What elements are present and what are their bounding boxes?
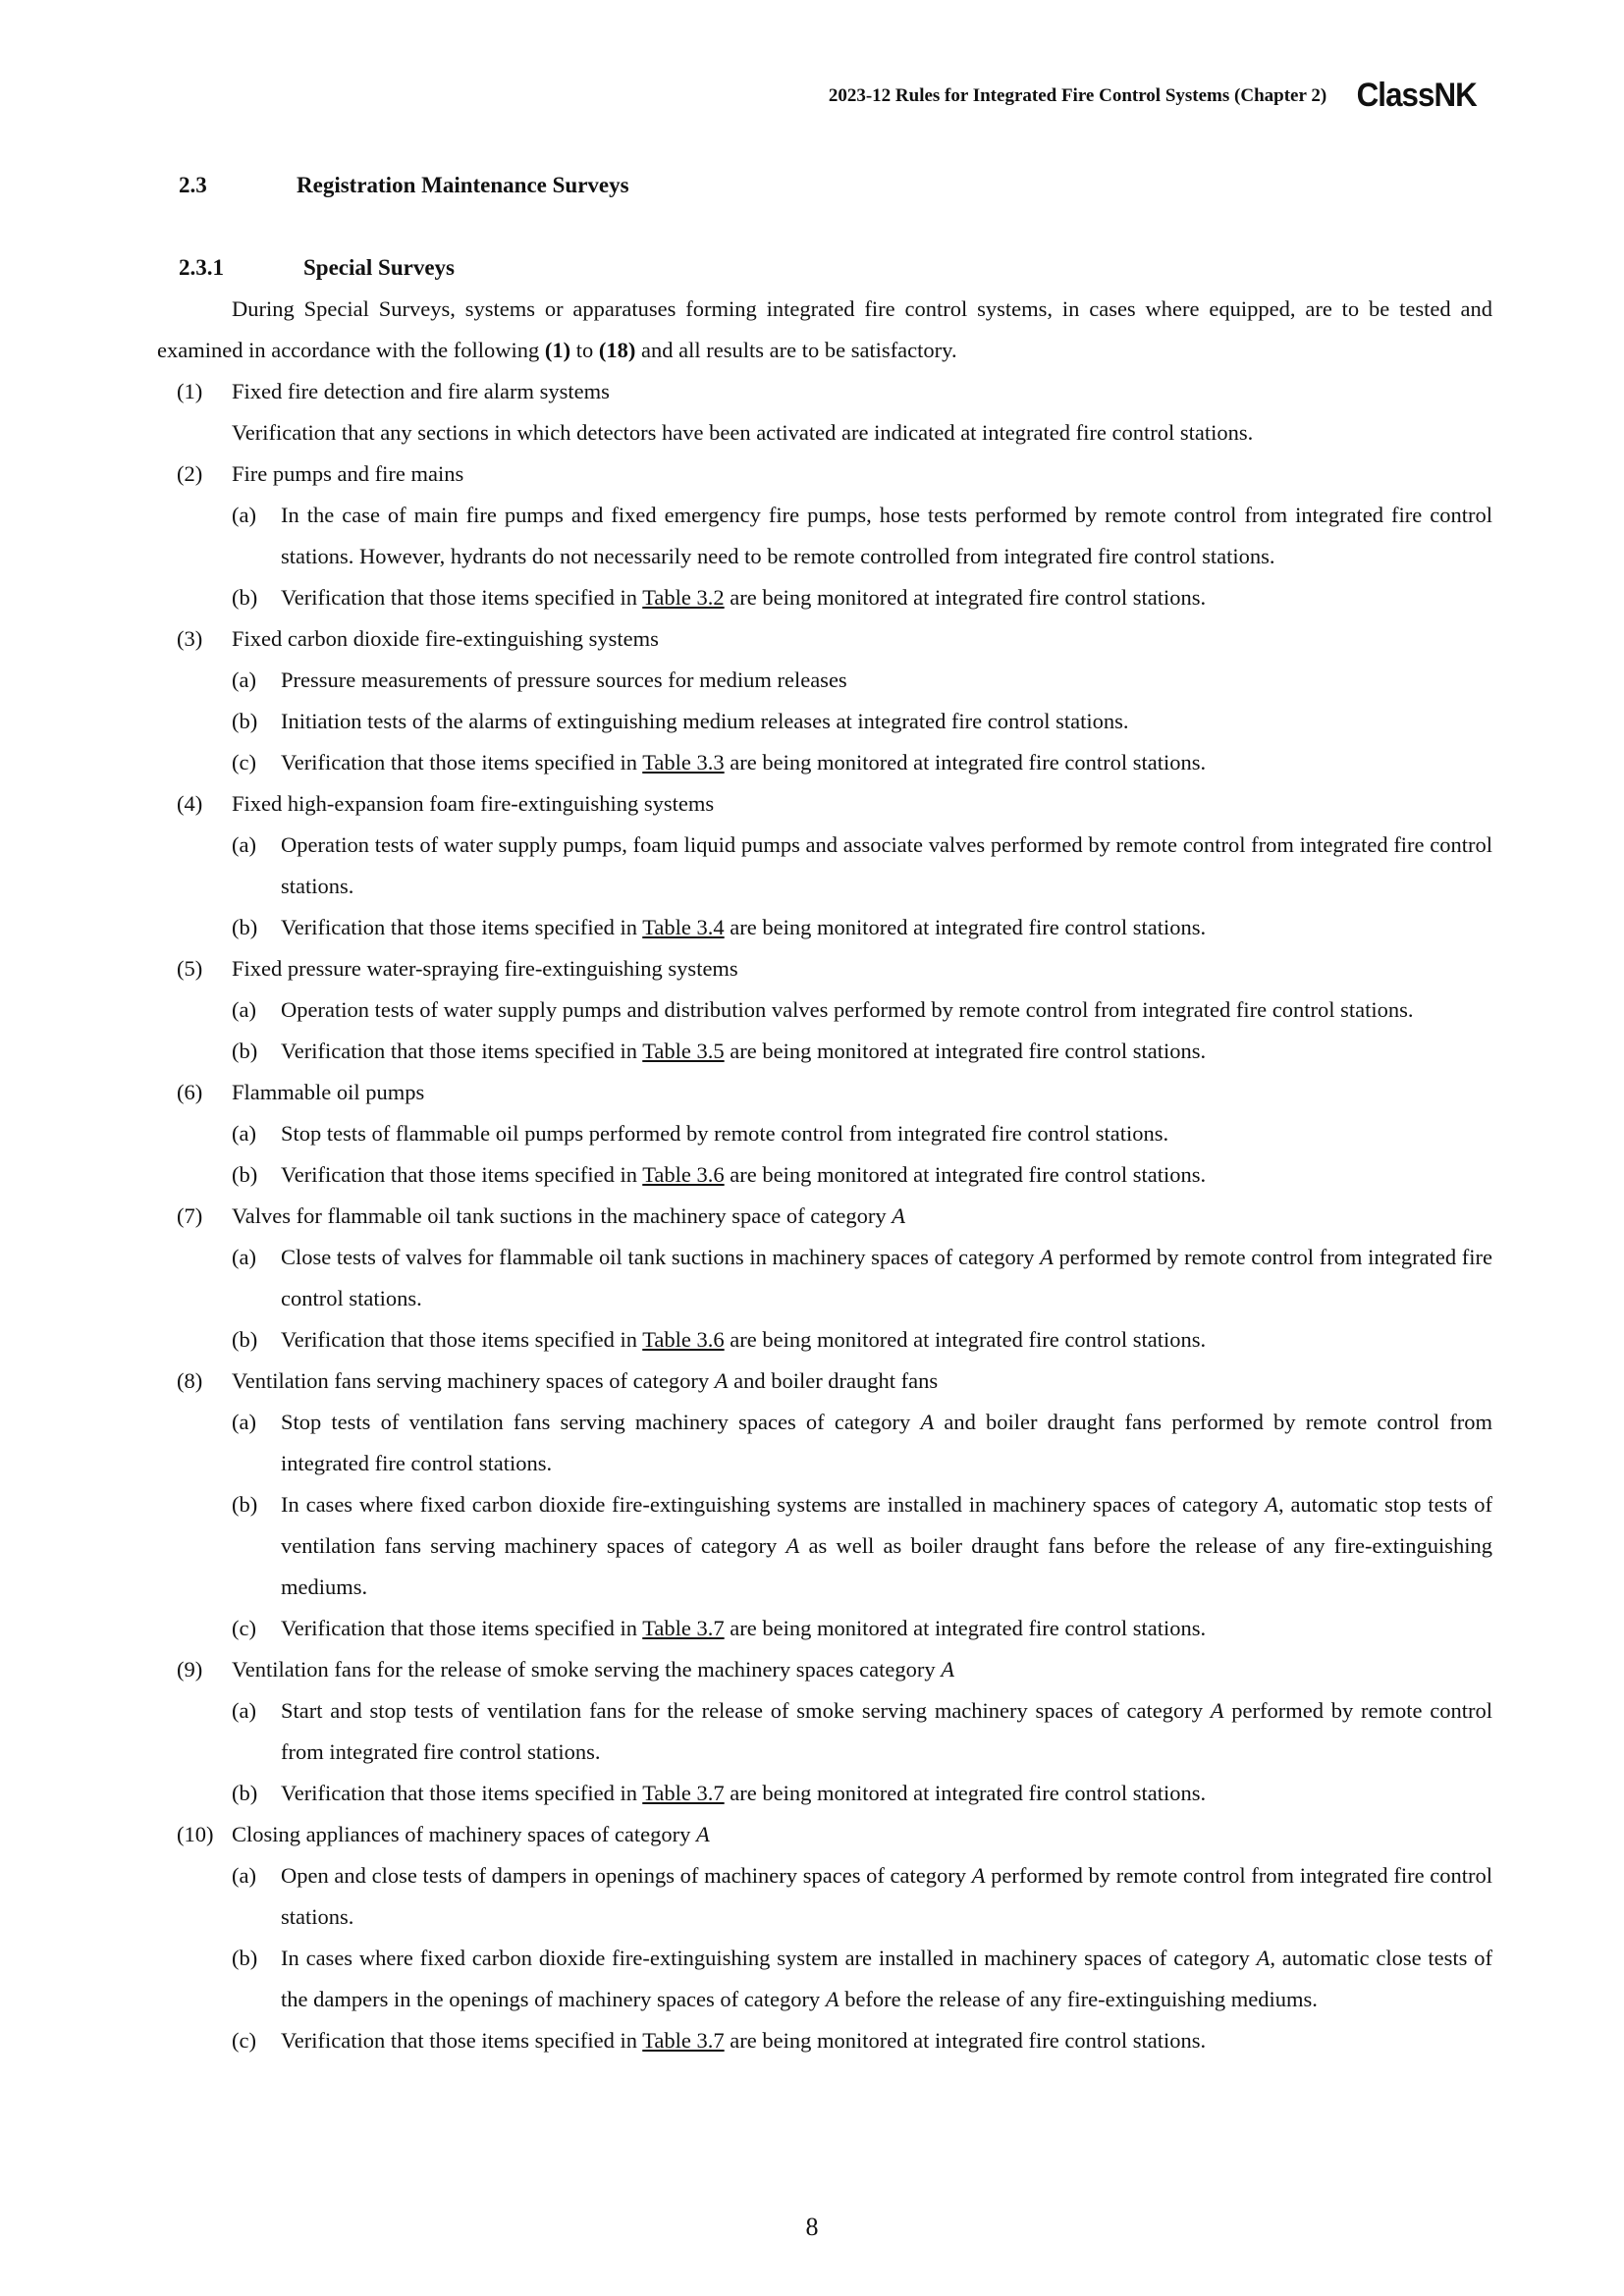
list-subitem: (b) Verification that those items specified in Table 3.4 are being monitored at integrated fire control stations. bbox=[232, 915, 1207, 939]
list-subitem: (a) Close tests of valves for flammable oil tank suctions in machinery spaces of category A performed by remote control from integrated fire control stations. bbox=[232, 1245, 1492, 1310]
page-number: 8 bbox=[805, 2213, 819, 2241]
list-item-2: (2) Fire pumps and fire mains bbox=[177, 461, 464, 486]
list-subitem: (a) Pressure measurements of pressure sources for medium releases bbox=[232, 667, 847, 692]
list-subitem: (b) Initiation tests of the alarms of extinguishing medium releases at integrated fire control stations. bbox=[232, 709, 1129, 733]
list-subitem: (b) Verification that those items specified in Table 3.7 are being monitored at integrated fire control stations. bbox=[232, 1781, 1207, 1805]
list-subitem: (b) In cases where fixed carbon dioxide fire-extinguishing system are installed in machinery spaces of category A, automatic close tests of the dampers in the openings of machinery spaces of category A before the release of any fire-extinguishing mediums. bbox=[232, 1946, 1492, 2011]
section-title: Registration Maintenance Surveys bbox=[297, 173, 629, 197]
document-body bbox=[157, 165, 1492, 2061]
table-reference-link[interactable]: Table 3.4 bbox=[642, 915, 725, 939]
intro-paragraph: During Special Surveys, systems or apparatuses forming integrated fire control systems, in cases where equipped, are to be tested and examined in accordance with the following (1) to (18) and all results are to be satisfactory. bbox=[157, 296, 1492, 362]
list-subitem: (b) Verification that those items specified in Table 3.5 are being monitored at integrated fire control stations. bbox=[232, 1039, 1207, 1063]
list-subitem: (b) In cases where fixed carbon dioxide fire-extinguishing systems are installed in machinery spaces of category A, automatic stop tests of ventilation fans serving machinery spaces of category A as well as boiler draught fans before the release of any fire-extinguishing mediums. bbox=[232, 1492, 1492, 1599]
list-subitem: (a) Start and stop tests of ventilation fans for the release of smoke serving machinery spaces of category A performed by remote control from integrated fire control stations. bbox=[232, 1698, 1493, 1764]
classnk-logo: ClassNK bbox=[1356, 77, 1477, 114]
table-reference-link[interactable]: Table 3.7 bbox=[642, 2028, 725, 2053]
list-subitem: (a) Stop tests of flammable oil pumps performed by remote control from integrated fire control stations. bbox=[232, 1121, 1169, 1146]
subsection-heading bbox=[157, 247, 1492, 289]
list-item-7: (7) Valves for flammable oil tank suctions in the machinery space of category A bbox=[177, 1203, 906, 1228]
list-subitem: (a) In the case of main fire pumps and fixed emergency fire pumps, hose tests performed by remote control from integrated fire control stations. However, hydrants do not necessarily need to be remote controlled from integrated fire control stations. bbox=[232, 503, 1492, 568]
table-reference-link[interactable]: Table 3.6 bbox=[642, 1162, 725, 1187]
list-subitem: (b) Verification that those items specified in Table 3.6 are being monitored at integrated fire control stations. bbox=[232, 1327, 1207, 1352]
page-header bbox=[829, 77, 1477, 115]
list-item-10: (10) Closing appliances of machinery spaces of category A bbox=[177, 1822, 710, 1846]
list-subitem: (c) Verification that those items specified in Table 3.7 are being monitored at integrated fire control stations. bbox=[232, 1616, 1207, 1640]
table-reference-link[interactable]: Table 3.2 bbox=[642, 585, 725, 610]
list-subitem: (b) Verification that those items specified in Table 3.2 are being monitored at integrated fire control stations. bbox=[232, 585, 1207, 610]
list-subitem: (a) Operation tests of water supply pumps and distribution valves performed by remote control from integrated fire control stations. bbox=[232, 997, 1414, 1022]
list-item-1: (1) Fixed fire detection and fire alarm systems bbox=[177, 379, 610, 403]
table-reference-link[interactable]: Table 3.3 bbox=[642, 750, 725, 774]
table-reference-link[interactable]: Table 3.7 bbox=[642, 1616, 725, 1640]
list-subitem: (c) Verification that those items specified in Table 3.3 are being monitored at integrated fire control stations. bbox=[232, 750, 1207, 774]
list-item-5: (5) Fixed pressure water-spraying fire-extinguishing systems bbox=[177, 956, 738, 981]
header-title: 2023-12 Rules for Integrated Fire Control Systems (Chapter 2) bbox=[828, 84, 1327, 106]
subsection-number: 2.3.1 bbox=[179, 255, 224, 280]
table-reference-link[interactable]: Table 3.7 bbox=[642, 1781, 725, 1805]
list-subitem: (c) Verification that those items specified in Table 3.7 are being monitored at integrated fire control stations. bbox=[232, 2028, 1207, 2053]
table-reference-link[interactable]: Table 3.5 bbox=[642, 1039, 725, 1063]
list-item-4: (4) Fixed high-expansion foam fire-extinguishing systems bbox=[177, 791, 715, 816]
item-1-description: Verification that any sections in which detectors have been activated are indicated at integrated fire control stations. bbox=[232, 420, 1254, 445]
list-item-8: (8) Ventilation fans serving machinery spaces of category A and boiler draught fans bbox=[177, 1368, 939, 1393]
list-subitem: (a) Operation tests of water supply pumps, foam liquid pumps and associate valves performed by remote control from integrated fire control stations. bbox=[232, 832, 1492, 898]
list-item-9: (9) Ventilation fans for the release of smoke serving the machinery spaces category A bbox=[177, 1657, 954, 1682]
section-number: 2.3 bbox=[179, 173, 207, 197]
list-item-6: (6) Flammable oil pumps bbox=[177, 1080, 425, 1104]
section-heading bbox=[157, 165, 1492, 206]
subsection-title: Special Surveys bbox=[303, 255, 455, 280]
list-item-3: (3) Fixed carbon dioxide fire-extinguishing systems bbox=[177, 626, 659, 651]
list-subitem: (a) Stop tests of ventilation fans serving machinery spaces of category A and boiler draught fans performed by remote control from integrated fire control stations. bbox=[232, 1410, 1492, 1475]
list-subitem: (a) Open and close tests of dampers in openings of machinery spaces of category A performed by remote control from integrated fire control stations. bbox=[232, 1863, 1492, 1929]
list-subitem: (b) Verification that those items specified in Table 3.6 are being monitored at integrated fire control stations. bbox=[232, 1162, 1207, 1187]
table-reference-link[interactable]: Table 3.6 bbox=[642, 1327, 725, 1352]
